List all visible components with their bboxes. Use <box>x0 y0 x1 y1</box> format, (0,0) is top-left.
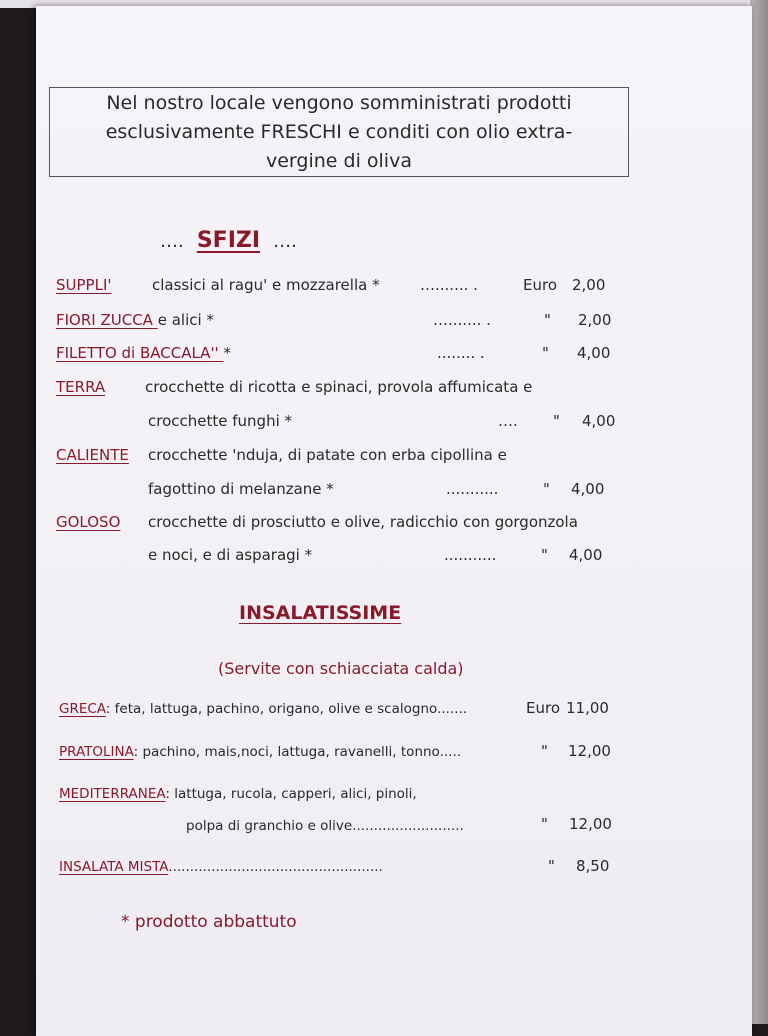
leader-dots: …. <box>498 412 518 430</box>
item-description: : pachino, mais,noci, lattuga, ravanelli, tonno..... <box>133 744 462 760</box>
item-description-line-2: crocchette funghi * <box>148 412 293 430</box>
leader-dots: ........ . <box>437 344 485 362</box>
item-currency: " <box>541 815 548 833</box>
item-name: FILETTO di BACCALA'' <box>56 344 224 362</box>
item-name: CALIENTE <box>56 446 129 464</box>
item-name: FIORI ZUCCA <box>56 311 158 329</box>
item-price: 2,00 <box>572 276 606 294</box>
item-price: 12,00 <box>568 742 611 760</box>
leader-dots: .................................................. <box>168 859 383 875</box>
item-price: 4,00 <box>582 412 616 430</box>
item-currency: " <box>553 412 560 430</box>
item-description: classici al ragu' e mozzarella * <box>152 276 380 294</box>
item-description-line-2: polpa di granchio e olive.......................... <box>186 818 464 834</box>
item-currency: " <box>541 742 548 760</box>
item-description: : lattuga, rucola, capperi, alici, pinoli, <box>165 786 417 802</box>
item-name: TERRA <box>56 378 106 396</box>
item-currency: Euro <box>523 276 557 294</box>
sfizi-heading <box>160 228 297 253</box>
item-description: crocchette di prosciutto e olive, radicchio con gorgonzola <box>148 513 578 531</box>
notice-line-1: Nel nostro locale vengono somministrati prodotti <box>106 91 572 114</box>
notice-line-3: vergine di oliva <box>266 149 412 172</box>
item-price: 4,00 <box>577 344 611 362</box>
item-price: 12,00 <box>569 815 612 833</box>
item-description-line-2: fagottino di melanzane * <box>148 480 334 498</box>
item-name: MEDITERRANEA <box>59 786 166 802</box>
item-price: 2,00 <box>578 311 612 329</box>
leader-dots: …....... . <box>420 276 478 294</box>
item-price: 4,00 <box>571 480 605 498</box>
item-currency: " <box>544 311 551 329</box>
item-name: SUPPLI' <box>56 276 112 294</box>
item-description: : feta, lattuga, pachino, origano, olive e scalogno....... <box>105 701 468 717</box>
item-currency: " <box>548 857 555 875</box>
insalatissime-subtitle: (Servite con schiacciata calda) <box>218 659 464 678</box>
item-currency: Euro <box>526 699 560 717</box>
item-name: PRATOLINA <box>59 744 134 760</box>
heading-dots-right: …. <box>273 231 297 252</box>
footnote: * prodotto abbattuto <box>121 912 297 932</box>
leader-dots: …....... . <box>433 311 491 329</box>
freshness-notice-box <box>49 87 629 177</box>
item-description: e alici * <box>157 311 214 329</box>
paper-edge <box>750 0 768 1024</box>
item-description: crocchette 'nduja, di patate con erba cipollina e <box>148 446 507 464</box>
item-name: GRECA <box>59 701 106 717</box>
item-currency: " <box>541 546 548 564</box>
leader-dots: ........... <box>446 480 499 498</box>
sfizi-title: SFIZI <box>196 228 261 253</box>
item-price: 8,50 <box>576 857 610 875</box>
item-description: crocchette di ricotta e spinaci, provola affumicata e <box>145 378 533 396</box>
item-price: 4,00 <box>569 546 603 564</box>
item-currency: " <box>542 344 549 362</box>
heading-dots-left: …. <box>160 231 184 252</box>
leader-dots: ........... <box>444 546 497 564</box>
item-name: INSALATA MISTA <box>59 859 169 875</box>
item-description-line-2: e noci, e di asparagi * <box>148 546 313 564</box>
item-price: 11,00 <box>566 699 609 717</box>
item-currency: " <box>543 480 550 498</box>
item-name: GOLOSO <box>56 513 121 531</box>
notice-line-2: esclusivamente FRESCHI e conditi con olio extra- <box>105 120 573 143</box>
insalatissime-title: INSALATISSIME <box>239 602 402 624</box>
item-description: * <box>223 344 231 362</box>
